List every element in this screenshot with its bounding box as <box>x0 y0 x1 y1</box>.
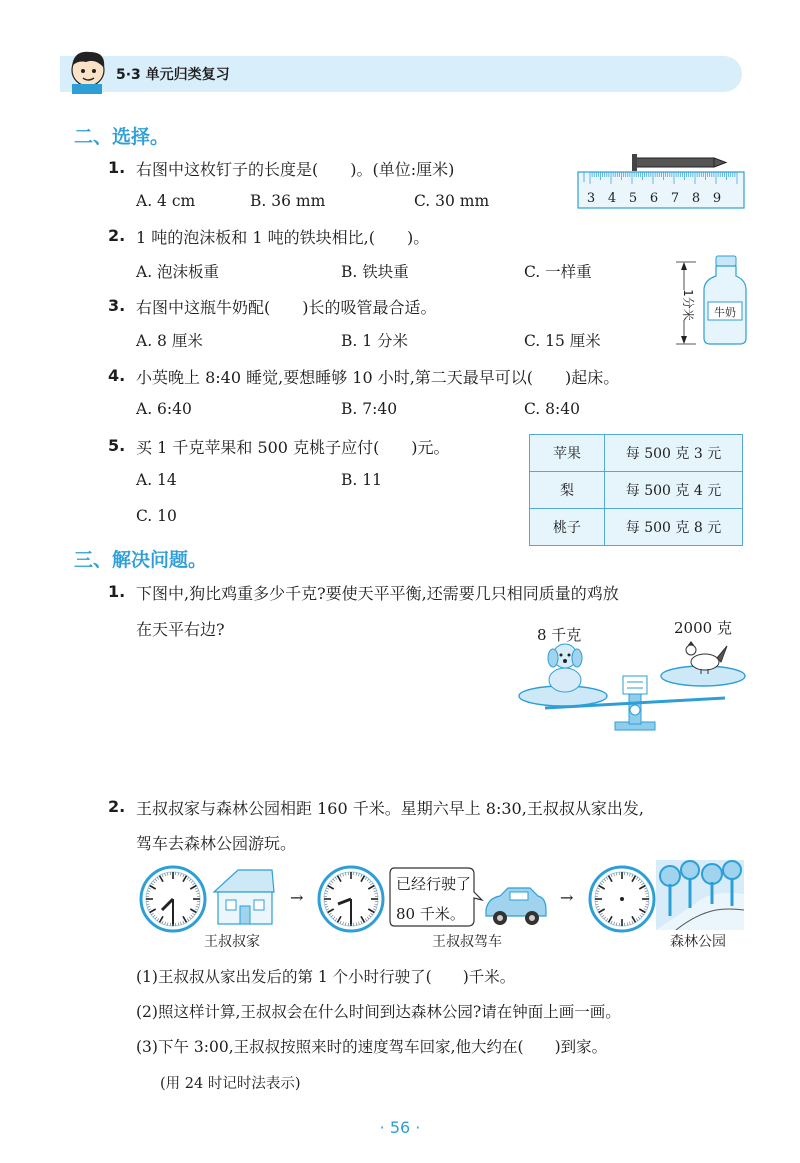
dog-weight-label: 8 千克 <box>537 626 582 644</box>
page-number: · 56 · <box>379 1118 421 1137</box>
clock-home-face <box>138 864 208 934</box>
ruler-label: 9 <box>712 191 722 206</box>
q5-option-c: C. 10 <box>136 507 177 525</box>
p2-sub3-note: (用 24 时记时法表示) <box>160 1076 301 1092</box>
house-icon <box>208 866 278 928</box>
ruler-with-nail <box>576 152 746 212</box>
fruit-price-table <box>529 434 743 546</box>
p1-text-line1: 下图中,狗比鸡重多少千克?要使天平平衡,还需要几只相同质量的鸡放 <box>136 584 619 603</box>
q2-number: 2. <box>108 226 126 245</box>
fruit-price-cell: 每 500 克 4 元 <box>605 472 743 509</box>
bottle-height-label: 1分米 <box>681 289 695 321</box>
p2-number: 2. <box>108 797 126 816</box>
ruler-label: 6 <box>649 191 659 206</box>
arrow-icon: → <box>560 888 574 907</box>
table-row <box>530 509 743 546</box>
forest-park-icon <box>656 860 744 930</box>
bubble-text-line1: 已经行驶了 <box>396 875 472 893</box>
p1-text-line2: 在天平右边? <box>136 620 225 639</box>
q2-option-b: B. 铁块重 <box>341 263 409 281</box>
q4-option-c: C. 8:40 <box>524 400 580 418</box>
p2-sub3: (3)下午 3:00,王叔叔按照来时的速度驾车回家,他大约在( )到家。 <box>136 1038 608 1056</box>
q5-number: 5. <box>108 436 126 455</box>
p2-text-line2: 驾车去森林公园游玩。 <box>136 834 297 853</box>
q3-text: 右图中这瓶牛奶配( )长的吸管最合适。 <box>136 298 437 317</box>
arrow-icon: → <box>290 888 304 907</box>
q1-option-b: B. 36 mm <box>250 192 326 210</box>
caption-driving: 王叔叔驾车 <box>432 934 502 950</box>
p1-number: 1. <box>108 582 126 601</box>
ruler-label: 8 <box>691 191 701 206</box>
q3-option-c: C. 15 厘米 <box>524 332 601 350</box>
q5-text: 买 1 千克苹果和 500 克桃子应付( )元。 <box>136 438 450 457</box>
fruit-name-cell: 桃子 <box>530 509 605 546</box>
q1-option-c: C. 30 mm <box>414 192 490 210</box>
dog-icon <box>548 644 582 692</box>
fruit-price-cell: 每 500 克 8 元 <box>605 509 743 546</box>
ruler-label: 5 <box>628 191 638 206</box>
table-row <box>530 472 743 509</box>
balance-scale-figure <box>515 636 747 740</box>
q4-option-a: A. 6:40 <box>136 400 192 418</box>
clock-park-blank-face[interactable] <box>587 864 657 934</box>
q1-option-a: A. 4 cm <box>136 192 196 210</box>
q5-option-b: B. 11 <box>341 471 382 489</box>
milk-bottle-label: 牛奶 <box>714 306 736 319</box>
section-solve-heading: 三、解决问题。 <box>74 549 208 571</box>
q1-text: 右图中这枚钉子的长度是( )。(单位:厘米) <box>136 160 455 179</box>
q4-option-b: B. 7:40 <box>341 400 398 418</box>
fruit-price-cell: 每 500 克 3 元 <box>605 435 743 472</box>
ruler-label: 3 <box>586 191 596 206</box>
q5-option-a: A. 14 <box>136 471 177 489</box>
q4-text: 小英晚上 8:40 睡觉,要想睡够 10 小时,第二天最早可以( )起床。 <box>136 368 620 387</box>
p2-sub2: (2)照这样计算,王叔叔会在什么时间到达森林公园?请在钟面上画一画。 <box>136 1003 621 1021</box>
car-icon <box>480 884 550 928</box>
section-choice-heading: 二、选择。 <box>74 126 170 148</box>
q2-option-c: C. 一样重 <box>524 263 592 281</box>
fruit-name-cell: 苹果 <box>530 435 605 472</box>
ruler-label: 4 <box>607 191 617 206</box>
caption-home: 王叔叔家 <box>204 934 260 950</box>
q2-text: 1 吨的泡沫板和 1 吨的铁块相比,( )。 <box>136 228 430 247</box>
q1-number: 1. <box>108 158 126 177</box>
header-title: 5·3 单元归类复习 <box>116 67 230 83</box>
q2-option-a: A. 泡沫板重 <box>136 263 220 281</box>
table-row <box>530 435 743 472</box>
chicken-weight-label: 2000 克 <box>674 619 732 637</box>
bubble-text-line2: 80 千米。 <box>396 905 465 923</box>
q3-option-a: A. 8 厘米 <box>136 332 203 350</box>
caption-park: 森林公园 <box>670 934 726 950</box>
clock-driving-face <box>316 864 386 934</box>
q3-number: 3. <box>108 296 126 315</box>
milk-bottle-figure <box>668 250 748 350</box>
ruler-label: 7 <box>670 191 680 206</box>
p2-text-line1: 王叔叔家与森林公园相距 160 千米。星期六早上 8:30,王叔叔从家出发, <box>136 799 644 818</box>
q3-option-b: B. 1 分米 <box>341 332 409 350</box>
fruit-name-cell: 梨 <box>530 472 605 509</box>
p2-sub1: (1)王叔叔从家出发后的第 1 个小时行驶了( )千米。 <box>136 968 516 986</box>
q4-number: 4. <box>108 366 126 385</box>
boy-mascot-icon <box>66 46 112 94</box>
